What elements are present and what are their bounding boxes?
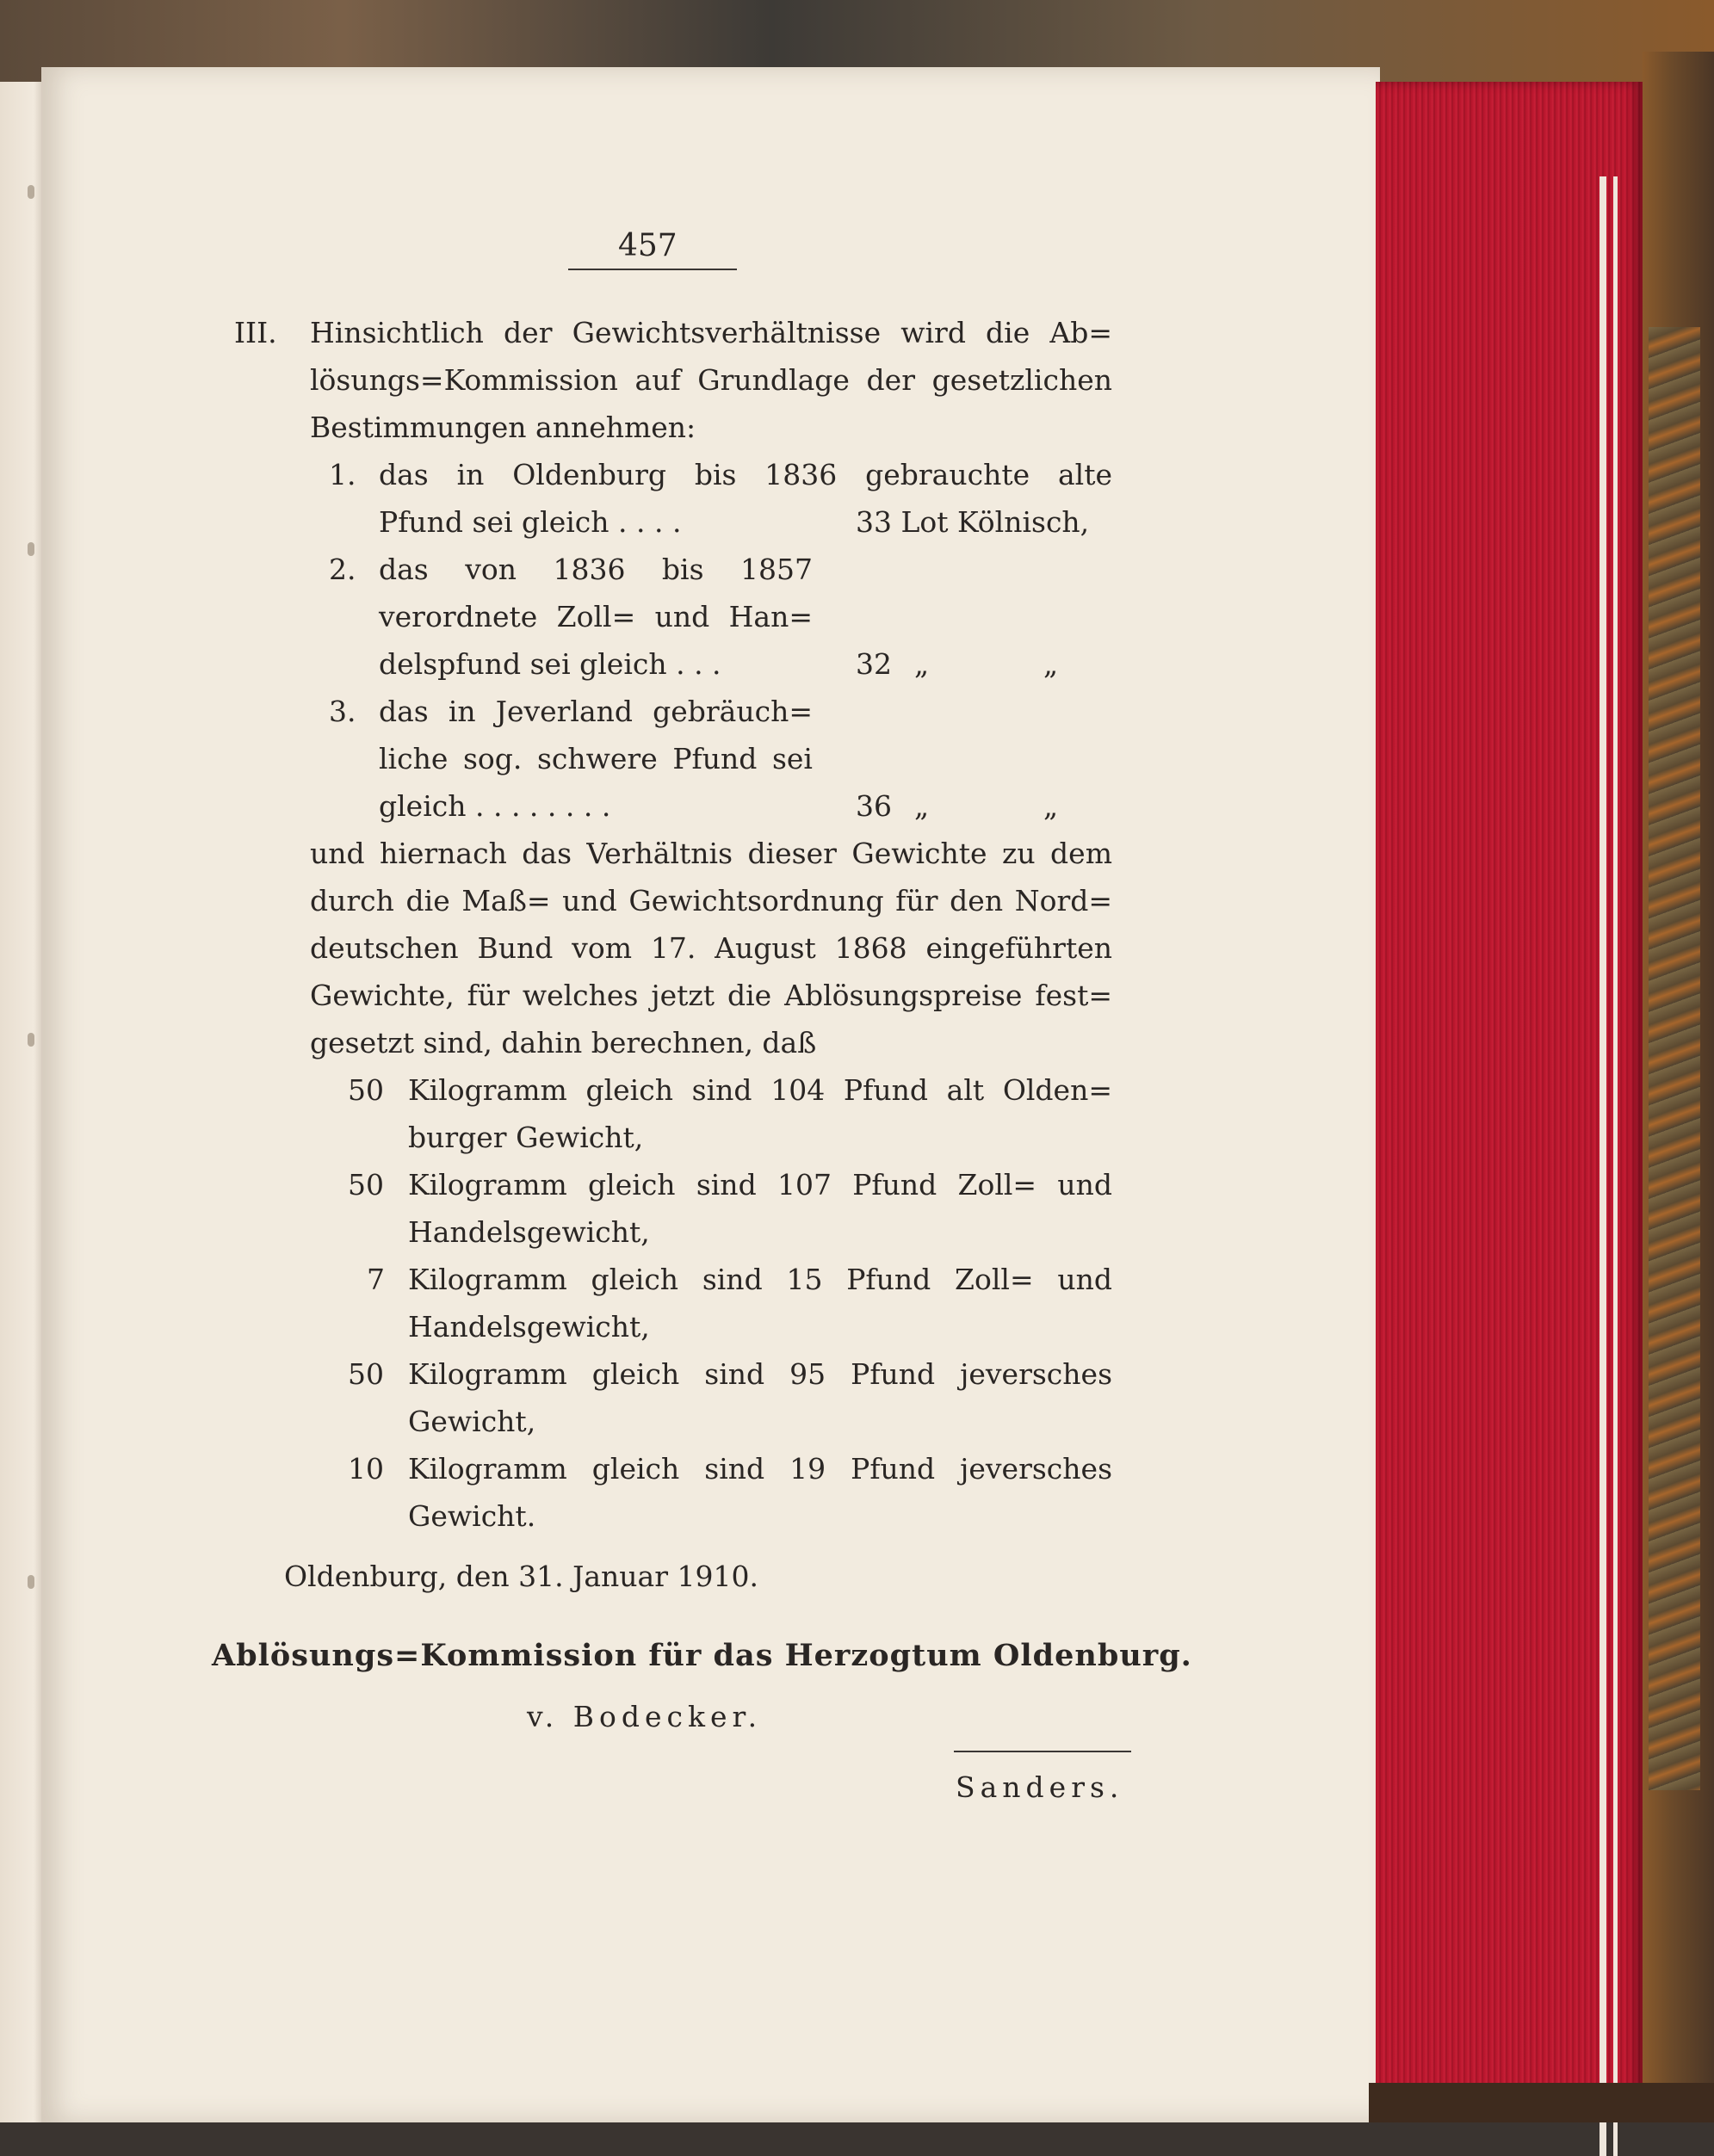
equivalence-line: Kilogramm gleich sind 107 Pfund Zoll= und: [408, 1168, 1112, 1202]
item-line: das von 1836 bis 1857: [379, 553, 813, 586]
equivalence-line: Kilogramm gleich sind 15 Pfund Zoll= und: [408, 1263, 1112, 1296]
intro-line: lösungs=Kommission auf Grundlage der gesetzlichen: [310, 363, 1112, 397]
item-value: 36: [856, 789, 892, 823]
intro-line: Hinsichtlich der Gewichtsverhältnisse wird die Ab=: [310, 316, 1112, 349]
body-line: und hiernach das Verhältnis dieser Gewichte zu dem: [310, 837, 1112, 870]
item-line: Pfund sei gleich . . . .: [379, 505, 682, 539]
equivalence-line: Kilogramm gleich sind 19 Pfund jeversches: [408, 1452, 1112, 1486]
equivalence-quantity: 7: [367, 1263, 385, 1296]
equivalence-quantity: 50: [348, 1073, 384, 1107]
equivalence-quantity: 50: [348, 1357, 384, 1391]
signatory: v. Bodecker.: [527, 1700, 763, 1733]
item-line: das in Jeverland gebräuch=: [379, 695, 813, 728]
intro-line: Bestimmungen annehmen:: [310, 411, 696, 444]
binding-stitch: [28, 1033, 34, 1047]
equivalence-line: Kilogramm gleich sind 104 Pfund alt Olden=: [408, 1073, 1112, 1107]
body-line: durch die Maß= und Gewichtsordnung für den Nord=: [310, 884, 1112, 917]
binding-stitch: [28, 1575, 34, 1589]
page-edge-highlight: [1613, 176, 1618, 2156]
equivalence-quantity: 10: [348, 1452, 384, 1486]
countersignatory: Sanders.: [956, 1770, 1124, 1804]
ditto-mark: „: [914, 647, 930, 681]
item-number: 2.: [329, 553, 356, 586]
marbled-cover-pattern: [1649, 327, 1700, 1790]
place-and-date: Oldenburg, den 31. Januar 1910.: [284, 1560, 758, 1593]
item-number: 1.: [329, 458, 356, 491]
issuing-authority: Ablösungs=Kommission für das Herzogtum Oldenburg.: [212, 1638, 1192, 1673]
equivalence-quantity: 50: [348, 1168, 384, 1202]
page-number-rule: [568, 269, 737, 270]
book-bottom-edge: [1369, 2083, 1714, 2122]
item-line: delspfund sei gleich . . .: [379, 647, 721, 681]
ditto-mark: „: [914, 789, 930, 823]
section-numeral: III.: [234, 316, 277, 349]
body-line: deutschen Bund vom 17. August 1868 eingeführten: [310, 931, 1112, 965]
equivalence-line: Handelsgewicht,: [408, 1310, 650, 1344]
body-line: gesetzt sind, dahin berechnen, daß: [310, 1026, 817, 1059]
page-edge-highlight: [1600, 176, 1606, 2156]
item-value: 33 Lot Kölnisch,: [856, 505, 1090, 539]
item-line: das in Oldenburg bis 1836 gebrauchte alte: [379, 458, 1112, 491]
equivalence-line: burger Gewicht,: [408, 1121, 644, 1154]
page-number: 457: [618, 228, 678, 263]
red-page-edges: [1376, 82, 1643, 2096]
item-line: liche sog. schwere Pfund sei: [379, 742, 813, 775]
item-number: 3.: [329, 695, 356, 728]
ditto-mark: „: [1043, 647, 1059, 681]
body-line: Gewichte, für welches jetzt die Ablösungspreise fest=: [310, 979, 1112, 1012]
signature-rule: [954, 1751, 1131, 1752]
equivalence-line: Handelsgewicht,: [408, 1215, 650, 1249]
binding-stitch: [28, 542, 34, 556]
equivalence-line: Kilogramm gleich sind 95 Pfund jeversches: [408, 1357, 1112, 1391]
equivalence-line: Gewicht.: [408, 1499, 536, 1533]
equivalence-line: Gewicht,: [408, 1405, 536, 1438]
item-line: verordnete Zoll= und Han=: [379, 600, 813, 633]
binding-stitch: [28, 185, 34, 199]
ditto-mark: „: [1043, 789, 1059, 823]
item-line: gleich . . . . . . . .: [379, 789, 611, 823]
item-value: 32: [856, 647, 892, 681]
